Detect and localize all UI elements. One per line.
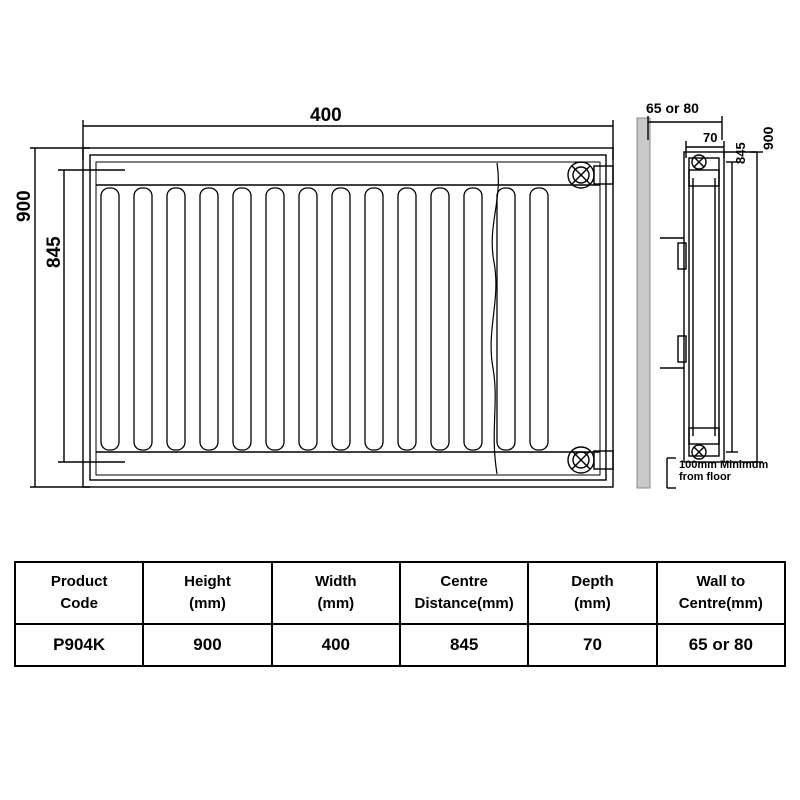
table-row	[15, 624, 785, 666]
header-line-1: Wall to	[696, 573, 746, 590]
header-line-1: Width	[315, 573, 357, 590]
floor-note-line-1: 100mm Minimum	[679, 459, 769, 471]
dim-height-900	[30, 148, 90, 487]
table-header-wall-to-centre	[657, 562, 785, 624]
side-bracket-upper	[678, 243, 686, 269]
cell-depth: 70	[528, 624, 656, 666]
floor-note-line-2: from floor	[679, 471, 731, 483]
wall-hatch	[637, 118, 650, 488]
dim-width-400	[83, 120, 613, 160]
side-bracket-lower	[678, 336, 686, 362]
dim-label-height-overall: 900	[14, 190, 35, 222]
side-valve-bottom	[692, 445, 706, 459]
table-header-depth	[528, 562, 656, 624]
header-line-2: Centre(mm)	[678, 595, 763, 612]
dim-label-depth-wall-to-centre: 65 or 80	[646, 100, 699, 116]
radiator-side-outline	[684, 152, 724, 462]
header-line-2: Code	[60, 595, 98, 612]
specification-table	[14, 561, 786, 667]
dim-label-side-height-overall: 900	[760, 126, 776, 150]
header-line-1: Centre	[440, 573, 488, 590]
header-line-2: Distance(mm)	[414, 595, 514, 612]
table-header-centre-distance	[400, 562, 528, 624]
radiator-fins	[101, 188, 548, 450]
table-header-row	[15, 562, 785, 624]
header-line-1: Product	[50, 573, 108, 590]
radiator-front-outline	[83, 148, 613, 487]
floor-note-leader	[667, 458, 676, 488]
dim-side-845	[726, 162, 738, 452]
header-line-1: Depth	[571, 573, 614, 590]
table-header-width	[272, 562, 400, 624]
dim-height-845	[58, 170, 125, 462]
table-header-product-code	[15, 562, 143, 624]
cell-wall-to-centre: 65 or 80	[657, 624, 785, 666]
dim-label-height-centre: 845	[44, 236, 65, 268]
cell-height: 900	[143, 624, 271, 666]
dim-label-width: 400	[310, 105, 342, 126]
table-header-height	[143, 562, 271, 624]
header-line-2: (mm)	[574, 595, 611, 612]
cell-width: 400	[272, 624, 400, 666]
cell-centre-distance: 845	[400, 624, 528, 666]
header-line-1: Height	[184, 573, 231, 590]
header-line-2: (mm)	[189, 595, 226, 612]
dim-side-900	[724, 152, 763, 462]
dim-label-depth: 70	[703, 130, 718, 145]
side-valve-top	[692, 155, 706, 169]
dim-label-side-height-centre: 845	[733, 142, 748, 164]
header-line-2: (mm)	[317, 595, 355, 612]
cell-product-code: P904K	[15, 624, 143, 666]
